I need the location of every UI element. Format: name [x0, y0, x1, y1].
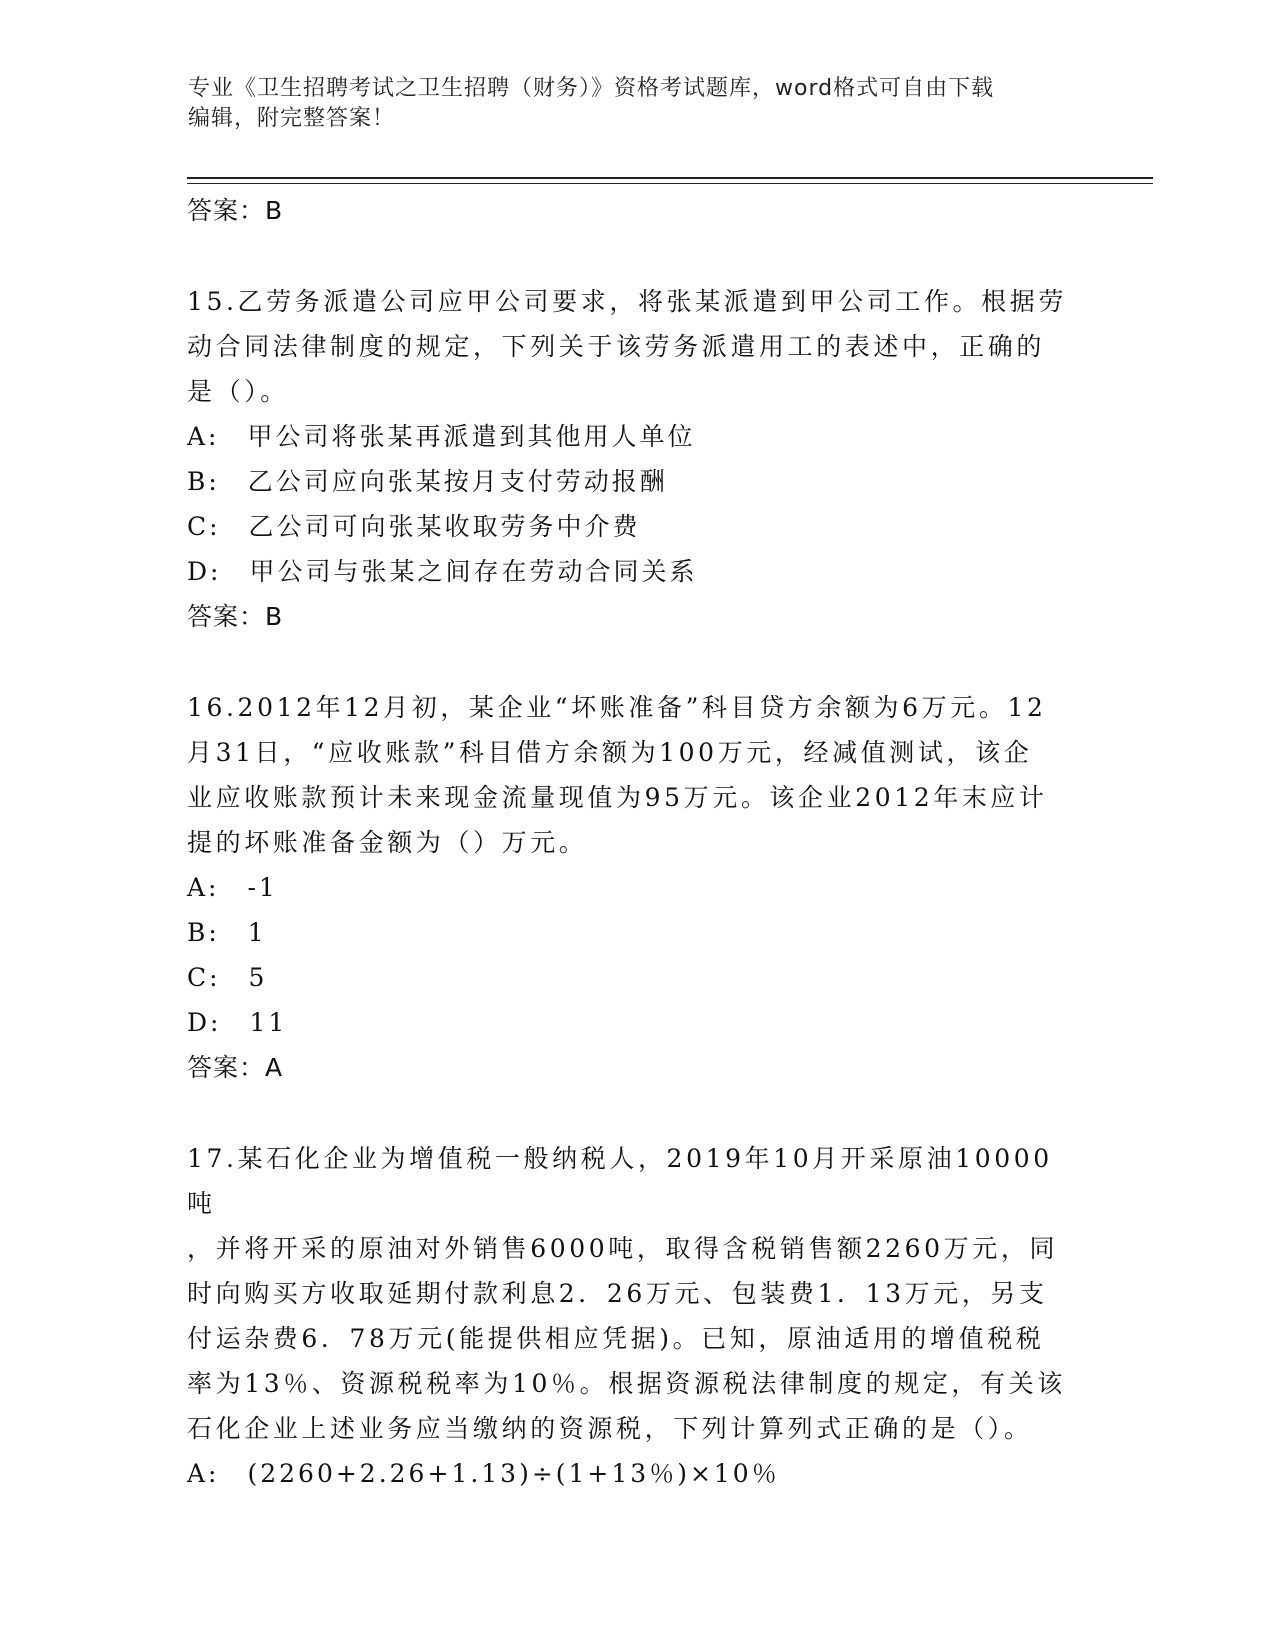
answer-line: 答案：B [187, 196, 284, 225]
question-text-line: 业应收账款预计未来现金流量现值为95万元。该企业2012年末应计 [187, 783, 1048, 812]
option-d: D: 11 [187, 1008, 288, 1037]
option-b: B: 乙公司应向张某按月支付劳动报酬 [187, 467, 668, 496]
option-a: A: -1 [187, 873, 278, 902]
question-text [187, 279, 1077, 414]
question-text-line: 17.某石化企业为增值税一般纳税人，2019年10月开采原油10000吨 [187, 1144, 1053, 1218]
question-text-line: ，并将开采的原油对外销售6000吨，取得含税销售额2260万元，同 [187, 1234, 1059, 1263]
question-text-line: 月31日，“应收账款”科目借方余额为100万元，经减值测试，该企 [187, 738, 1033, 767]
header-line-1: 专业《卫生招聘考试之卫生招聘（财务）》资格考试题库，word格式可自由下载 [188, 76, 995, 101]
spacer [187, 639, 1077, 685]
header-divider-thick [187, 177, 1153, 179]
question-text-line: 16.2012年12月初，某企业“坏账准备”科目贷方余额为6万元。12 [187, 693, 1047, 722]
option-a: A: 甲公司将张某再派遣到其他用人单位 [187, 422, 696, 451]
question-block [187, 279, 1077, 639]
question-text-line: 石化企业上述业务应当缴纳的资源税，下列计算列式正确的是（）。 [187, 1414, 1033, 1443]
question-text [187, 1136, 1077, 1451]
answer-line: 答案：B [187, 602, 284, 631]
option-b: B: 1 [187, 918, 267, 947]
spacer [187, 233, 1077, 279]
answer-line: 答案：A [187, 1053, 284, 1082]
option-d: D: 甲公司与张某之间存在劳动合同关系 [187, 557, 698, 586]
document-body [187, 188, 1077, 1496]
header-divider-thin [187, 183, 1153, 184]
header-line-2: 编辑，附完整答案！ [188, 106, 396, 131]
page-header [188, 74, 1068, 134]
question-text [187, 685, 1077, 865]
question-block [187, 685, 1077, 1090]
question-block [187, 1136, 1077, 1496]
question-text-line: 时向购买方收取延期付款利息2．26万元、包装费1．13万元，另支 [187, 1279, 1048, 1308]
option-a: A: (2260+2.26+1.13)÷(1+13％)×10％ [187, 1459, 780, 1488]
question-text-line: 15.乙劳务派遣公司应甲公司要求，将张某派遣到甲公司工作。根据劳 [187, 287, 1067, 316]
question-text-line: 提的坏账准备金额为（）万元。 [187, 828, 588, 857]
option-c: C: 5 [187, 963, 268, 992]
question-text-line: 是（）。 [187, 377, 289, 406]
question-text-line: 率为13％、资源税税率为10％。根据资源税法律制度的规定，有关该 [187, 1369, 1066, 1398]
option-c: C: 乙公司可向张某收取劳务中介费 [187, 512, 641, 541]
question-text-line: 付运杂费6．78万元(能提供相应凭据)。已知，原油适用的增值税税 [187, 1324, 1045, 1353]
spacer [187, 1090, 1077, 1136]
question-text-line: 动合同法律制度的规定，下列关于该劳务派遣用工的表述中，正确的 [187, 332, 1046, 361]
